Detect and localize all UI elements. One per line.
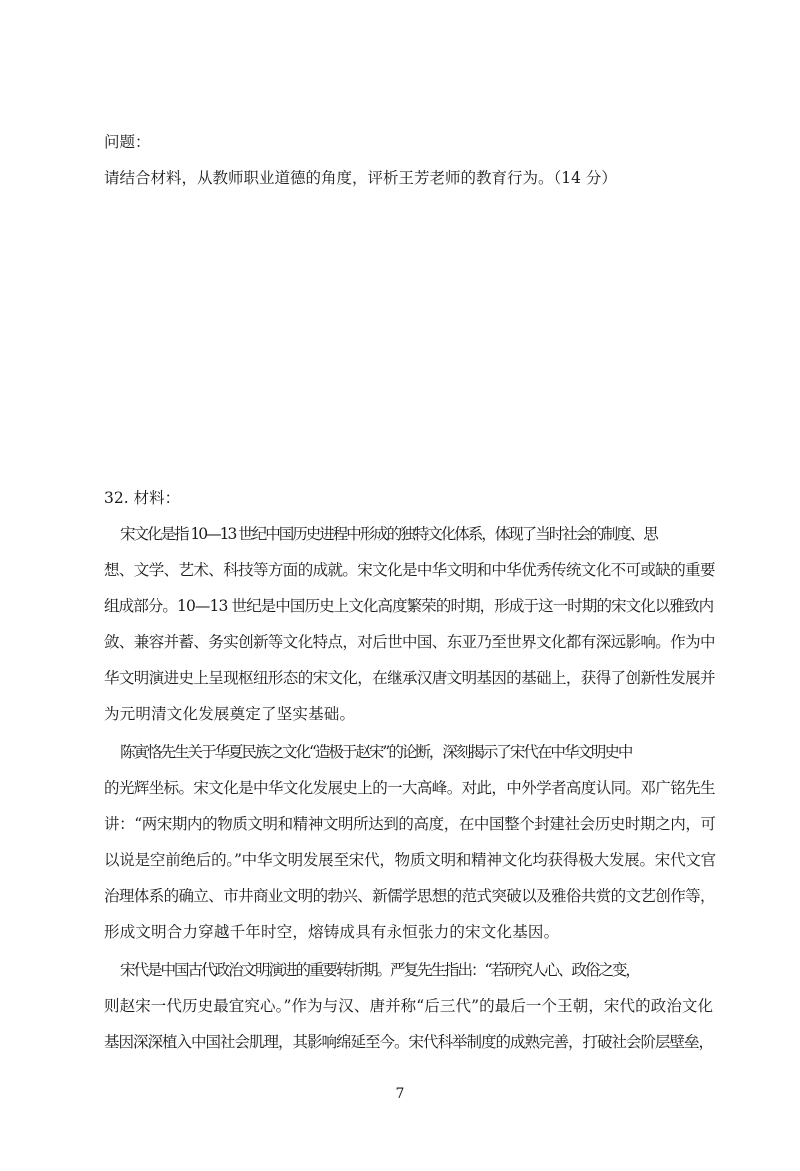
- question-prompt: 请结合材料，从教师职业道德的角度，评析王芳老师的教育行为。（14 分）: [104, 169, 617, 187]
- paragraph-2-line-5: 治理体系的确立、市井商业文明的勃兴、新儒学思想的范式突破以及雅俗共赏的文艺创作等，: [104, 887, 715, 905]
- paragraph-1-line-2: 想、文学、艺术、科技等方面的成就。宋文化是中华文明和中华优秀传统文化不可或缺的重要: [104, 561, 715, 579]
- paragraph-2-line-6: 形成文明合力穿越千年时空，熔铸成具有永恒张力的宋文化基因。: [104, 923, 560, 941]
- paragraph-2-line-2: 的光辉坐标。宋文化是中华文化发展史上的一大高峰。对此，中外学者高度认同。邓广铭先生: [104, 779, 715, 797]
- paragraph-1-line-4: 敛、兼容并蓄、务实创新等文化特点，对后世中国、东亚乃至世界文化都有深远影响。作为中: [104, 633, 715, 651]
- material-heading: 32. 材料：: [104, 489, 181, 507]
- paragraph-1-line-1: 宋文化是指 10—13 世纪中国历史进程中形成的独特文化体系，体现了当时社会的制度、思: [120, 525, 657, 543]
- paragraph-3-line-3: 基因深深植入中国社会肌理，其影响绵延至今。宋代科举制度的成熟完善，打破社会阶层壁垒，: [104, 1033, 714, 1051]
- paragraph-1-line-6: 为元明清文化发展奠定了坚实基础。: [104, 705, 356, 723]
- paragraph-2-line-3: 讲：“两宋期内的物质文明和精神文明所达到的高度，在中国整个封建社会历史时期之内，可: [104, 815, 716, 833]
- question-heading: 问题：: [104, 133, 151, 151]
- paragraph-1-line-5: 华文明演进史上呈现枢纽形态的宋文化，在继承汉唐文明基因的基础上，获得了创新性发展并: [104, 669, 715, 687]
- paragraph-2-line-1: 陈寅恪先生关于华夏民族之文化“造极于赵宋”的论断，深刻揭示了宋代在中华文明史中: [120, 743, 632, 761]
- paragraph-3-line-1: 宋代是中国古代政治文明演进的重要转折期。严复先生指出：“若研究人心、政俗之变，: [120, 961, 639, 979]
- paragraph-2-line-4: 以说是空前绝后的。”中华文明发展至宋代，物质文明和精神文化均获得极大发展。宋代文官: [104, 851, 716, 869]
- paragraph-1-line-3: 组成部分。10—13 世纪是中国历史上文化高度繁荣的时期，形成于这一时期的宋文化以雅致内: [104, 597, 714, 615]
- page-number: 7: [395, 1086, 405, 1102]
- paragraph-3-line-2: 则赵宋一代历史最宜究心。”作为与汉、唐并称“后三代”的最后一个王朝，宋代的政治文化: [104, 997, 714, 1015]
